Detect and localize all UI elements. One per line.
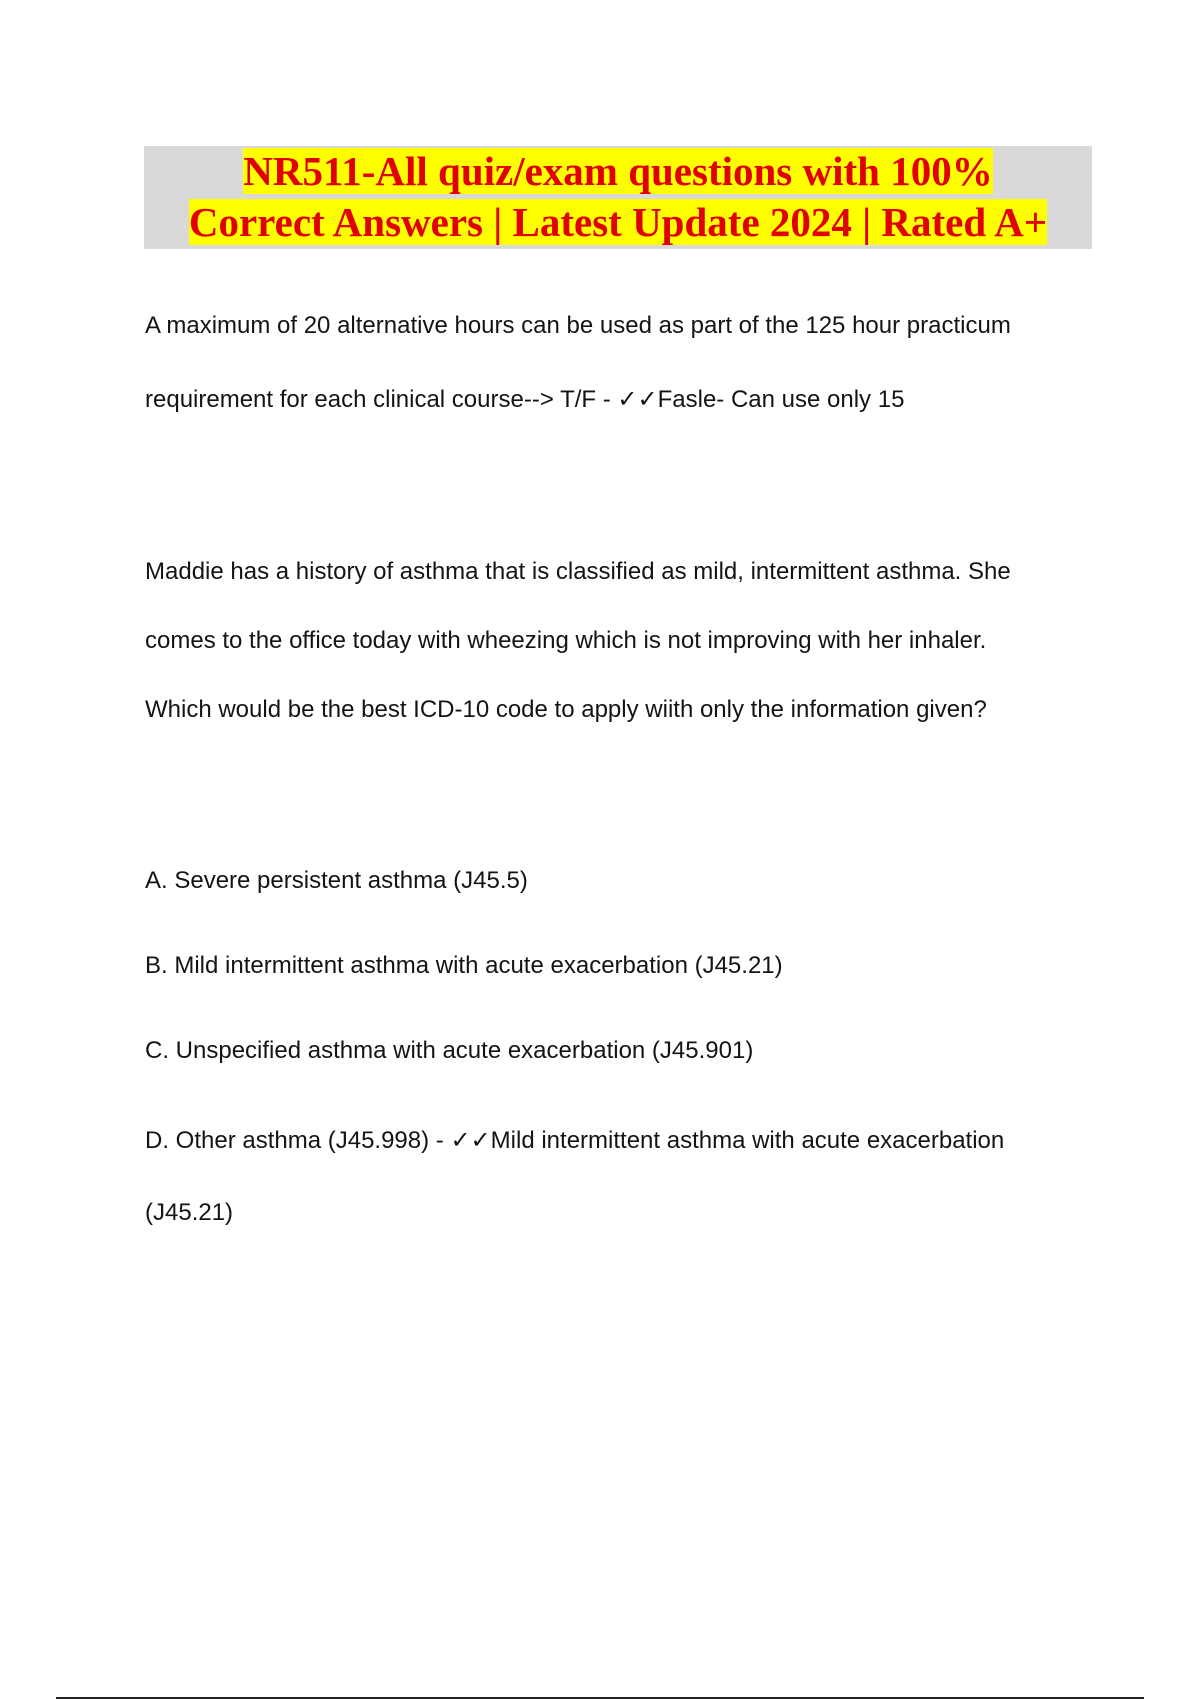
question-2-line-3: Which would be the best ICD-10 code to apply wiith only the information given? [145, 696, 987, 723]
question-2-line-2: comes to the office today with wheezing which is not improving with her inhaler. [145, 627, 987, 654]
question-1-line-2: requirement for each clinical course--> T/F - ✓✓Fasle- Can use only 15 [145, 386, 905, 413]
answer-continuation: (J45.21) [145, 1199, 234, 1226]
bottom-divider [56, 1697, 1144, 1699]
option-b: B. Mild intermittent asthma with acute exacerbation (J45.21) [145, 952, 783, 979]
option-d: D. Other asthma (J45.998) - ✓✓Mild intermittent asthma with acute exacerbation [145, 1127, 1005, 1154]
option-a: A. Severe persistent asthma (J45.5) [145, 867, 528, 894]
question-2-line-1: Maddie has a history of asthma that is classified as mild, intermittent asthma. She [145, 558, 1011, 585]
question-1-line-1: A maximum of 20 alternative hours can be used as part of the 125 hour practicum [145, 312, 1011, 339]
title-line-1: NR511-All quiz/exam questions with 100% [243, 148, 993, 194]
title-line-2: Correct Answers | Latest Update 2024 | Rated A+ [188, 199, 1048, 245]
document-title [144, 146, 1092, 249]
option-c: C. Unspecified asthma with acute exacerbation (J45.901) [145, 1037, 754, 1064]
